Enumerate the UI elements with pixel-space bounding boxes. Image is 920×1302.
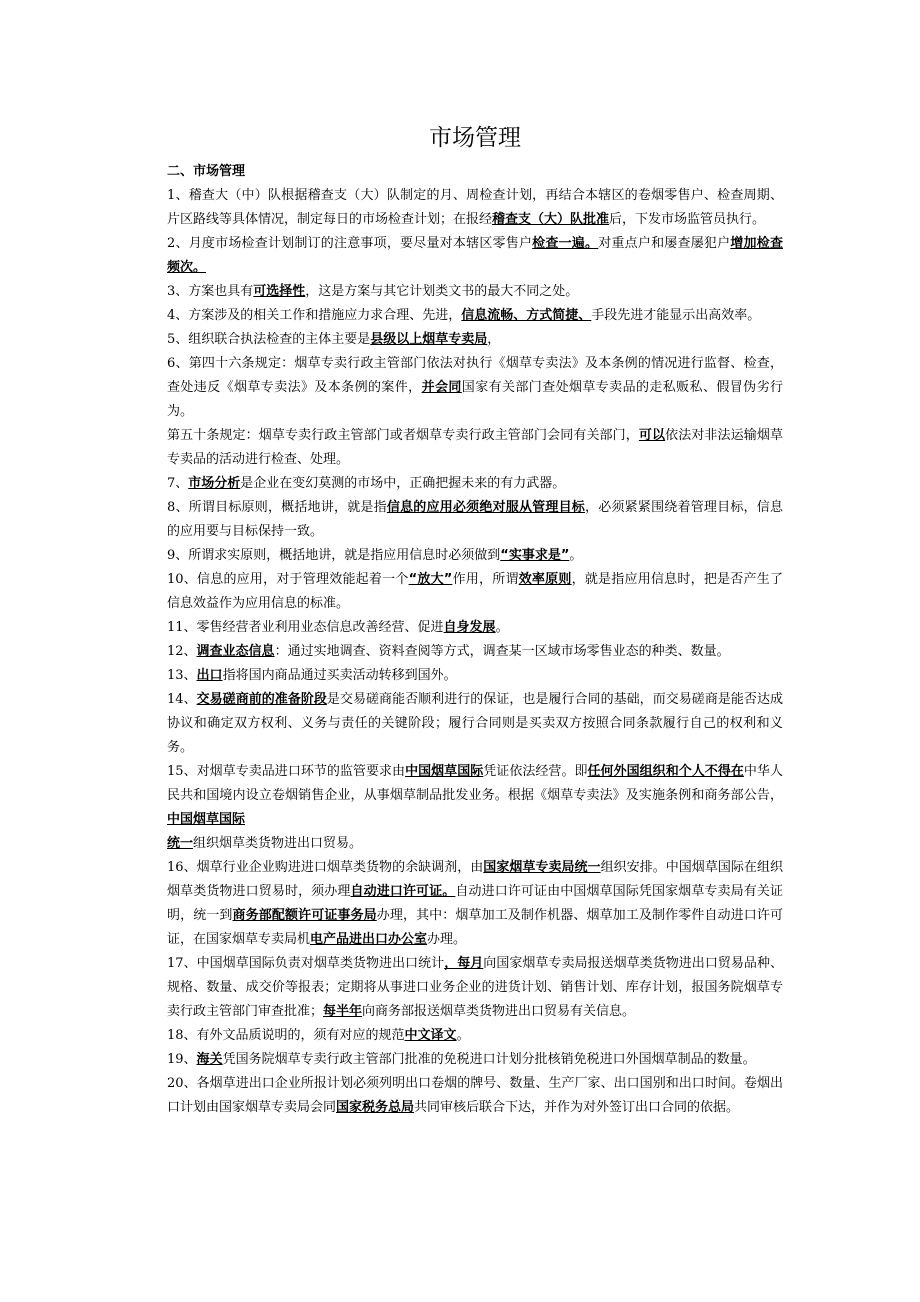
- paragraph-text: 组织烟草类货物进出口贸易。: [193, 836, 363, 851]
- paragraph: [167, 664, 783, 688]
- paragraph-text: 后，下发市场监管员执行。: [609, 212, 766, 227]
- key-term: 可以: [638, 428, 666, 443]
- paragraph: [167, 544, 783, 568]
- paragraph: [167, 952, 783, 1024]
- key-term: 增加检查频次。: [167, 236, 783, 275]
- paragraph-text: ：通过实地调查、资料查阅等方式，调查某一区域市场零售业态的种类、数量。: [274, 644, 730, 659]
- paragraph-text: 向商务部报送烟草类货物进出口贸易有关信息。: [362, 1004, 636, 1019]
- key-term: 检查一遍。: [532, 236, 599, 251]
- paragraph-text: 向国家烟草专卖局报送烟草类货物进出口贸易品种、规格、数量、成交价等报表；定期将从事进口业务企业的进货计划、销售计划、库存计划，报国务院烟草专卖行政主管部门审查批准；: [167, 956, 783, 1019]
- key-term: 中国烟草国际: [167, 812, 246, 827]
- paragraph: [167, 1072, 783, 1120]
- paragraph-text: 国家有关部门查处烟草专卖品的走私贩私、假冒伪劣行为。: [167, 380, 783, 419]
- paragraph-text: 17、中国烟草国际负责对烟草类货物进出口统计: [167, 956, 445, 971]
- paragraph-text: 是企业在变幻莫测的市场中，正确把握未来的有力武器。: [240, 476, 566, 491]
- key-term: 交易磋商前的准备阶段: [196, 692, 327, 707]
- paragraph-text: 共同审核后联合下达，并作为对外签订出口合同的依据。: [414, 1100, 740, 1115]
- paragraph: [167, 472, 783, 496]
- key-term: “实事求是”: [500, 548, 570, 563]
- paragraph-text: 4、方案涉及的相关工作和措施应力求合理、先进，: [167, 308, 462, 323]
- paragraph-text: 凭国务院烟草专卖行政主管部门批准的免税进口计划分批核销免税进口外国烟草制品的数量。: [222, 1052, 756, 1067]
- paragraph: [167, 568, 783, 616]
- key-term: 任何外国组织和个人不得在: [587, 764, 744, 779]
- paragraph-text: 3、方案也具有: [167, 284, 254, 299]
- key-term: 效率原则: [518, 572, 572, 587]
- paragraph-text: ，: [487, 332, 501, 347]
- key-term: 市场分析: [188, 476, 241, 491]
- paragraph-text: 1、稽查大（中）队根据稽查支（大）队制定的月、周检查计划，再结合本辖区的卷烟零售户、检查周期、片区路线等具体情况，制定每日的市场检查计划；在报经: [167, 188, 783, 227]
- paragraph-text: 作用，所谓: [452, 572, 519, 587]
- paragraph: [167, 328, 783, 352]
- section-heading: 二、市场管理: [167, 164, 246, 179]
- paragraph-text: 20、各烟草进出口企业所报计划必须列明出口卷烟的牌号、数量、生产厂家、出口国别和出口时间。卷烟出口计划由国家烟草专卖局会同: [167, 1076, 783, 1115]
- key-term: 并会同: [421, 380, 462, 395]
- key-term: 信息流畅、方式简捷、: [461, 308, 592, 323]
- page-title: 市场管理: [429, 125, 521, 151]
- key-term: ，每月: [444, 956, 484, 971]
- paragraph-text: 10、信息的应用，对于管理效能起着一个: [167, 572, 409, 587]
- paragraph: [167, 640, 783, 664]
- paragraph-text: 办理。: [427, 932, 467, 947]
- key-term: 可选择性: [253, 284, 306, 299]
- paragraph-text: 15、对烟草专卖品进口环节的监管要求由: [167, 764, 406, 779]
- paragraph: [167, 856, 783, 952]
- key-term: 县级以上烟草专卖局: [370, 332, 488, 347]
- paragraph-text: 12、: [167, 644, 197, 659]
- key-term: 自动进口许可证。: [350, 884, 456, 899]
- paragraph-text: 。: [569, 548, 583, 563]
- paragraph: [167, 280, 783, 304]
- paragraph-text: 自动进口许可证由中国烟草国际凭国家烟草专卖局有关证明，统一到: [167, 884, 783, 923]
- paragraph-text: 11、零售经营者业利用业态信息改善经营、促进: [167, 620, 444, 635]
- paragraph-text: 。: [495, 620, 509, 635]
- paragraph-text: 第五十条规定：烟草专卖行政主管部门或者烟草专卖行政主管部门会同有关部门，: [167, 428, 639, 443]
- paragraph-text: ，就是指应用信息时，把是否产生了信息效益作为应用信息的标准。: [167, 572, 783, 611]
- paragraph: [167, 352, 783, 424]
- paragraph: [167, 232, 783, 280]
- paragraph-text: 办理，其中：烟草加工及制作机器、烟草加工及制作零件自动进口许可证，在国家烟草专卖局机: [167, 908, 783, 947]
- paragraph: [167, 688, 783, 760]
- paragraph-text: 16、烟草行业企业购进进口烟草类货物的余缺调剂，由: [167, 860, 484, 875]
- paragraph-text: 18、有外文品质说明的，须有对应的规范: [167, 1028, 405, 1043]
- key-term: 统一: [167, 836, 194, 851]
- key-term: 出口: [196, 668, 223, 683]
- key-term: 商务部配额许可证事务局: [232, 908, 377, 923]
- paragraph-text: 2、月度市场检查计划制订的注意事项，要尽量对本辖区零售户: [167, 236, 533, 251]
- document-page: [167, 118, 783, 1120]
- paragraph-text: ，必须紧紧围绕着管理目标，信息的应用要与目标保持一致。: [167, 500, 783, 539]
- paragraph-text: 凭证依法经营。即: [483, 764, 588, 779]
- key-term: 调查业态信息: [196, 644, 275, 659]
- paragraph: [167, 1024, 783, 1048]
- key-term: 自身发展: [443, 620, 496, 635]
- key-term: 稽查支（大）队批准: [492, 212, 610, 227]
- paragraph-text: 组织安排。中国烟草国际在组织烟草类货物进口贸易时，须办理: [167, 860, 783, 899]
- paragraph: [167, 304, 783, 328]
- key-term: 中文译文: [404, 1028, 457, 1043]
- paragraph-text: 8、所谓目标原则，概括地讲，就是指: [167, 500, 387, 515]
- paragraph-text: ，这是方案与其它计划类文书的最大不同之处。: [305, 284, 579, 299]
- paragraph-text: 中华人民共和国境内设立卷烟销售企业，从事烟草制品批发业务。根据《烟草专卖法》及实施条例和商务部公告，: [167, 764, 783, 803]
- paragraph-text: 13、: [167, 668, 197, 683]
- key-term: 海关: [196, 1052, 223, 1067]
- paragraph: [167, 760, 783, 832]
- paragraph-text: 指将国内商品通过买卖活动转移到国外。: [222, 668, 457, 683]
- key-term: 中国烟草国际: [405, 764, 484, 779]
- paragraph-text: 是交易磋商能否顺利进行的保证，也是履行合同的基础，而交易磋商是能否达成协议和确定双方权利、义务与责任的关键阶段；履行合同则是买卖双方按照合同条款履行自己的权利和义务。: [167, 692, 783, 755]
- paragraph-text: 9、所谓求实原则，概括地讲，就是指应用信息时必须做到: [167, 548, 501, 563]
- paragraph-text: 7、: [167, 476, 189, 491]
- paragraph-text: 5、组织联合执法检查的主体主要是: [167, 332, 371, 347]
- paragraph: [167, 184, 783, 232]
- paragraph-text: 。: [456, 1028, 470, 1043]
- key-term: 每半年: [323, 1004, 363, 1019]
- key-term: 国家税务总局: [336, 1100, 415, 1115]
- paragraph: [167, 424, 783, 472]
- paragraph-text: 6、第四十六条规定：烟草专卖行政主管部门依法对执行《烟草专卖法》及本条例的情况进行监督、检查，查处违反《烟草专卖法》及本条例的案件，: [167, 356, 783, 395]
- paragraph: [167, 832, 783, 856]
- paragraph: [167, 616, 783, 640]
- paragraph-text: 依法对非法运输烟草专卖品的活动进行检查、处理。: [167, 428, 783, 467]
- key-term: “放大”: [408, 572, 453, 587]
- paragraph-text: 19、: [167, 1052, 197, 1067]
- paragraph-list: [167, 184, 783, 1120]
- key-term: 信息的应用必须绝对服从管理目标: [386, 500, 586, 515]
- paragraph: [167, 1048, 783, 1072]
- key-term: 国家烟草专卖局统一: [483, 860, 601, 875]
- key-term: 电产品进出口办公室: [310, 932, 428, 947]
- paragraph-text: 手段先进才能显示出高效率。: [591, 308, 761, 323]
- paragraph: [167, 496, 783, 544]
- paragraph-text: 对重点户和屡查屡犯户: [598, 236, 731, 251]
- paragraph-text: 14、: [167, 692, 197, 707]
